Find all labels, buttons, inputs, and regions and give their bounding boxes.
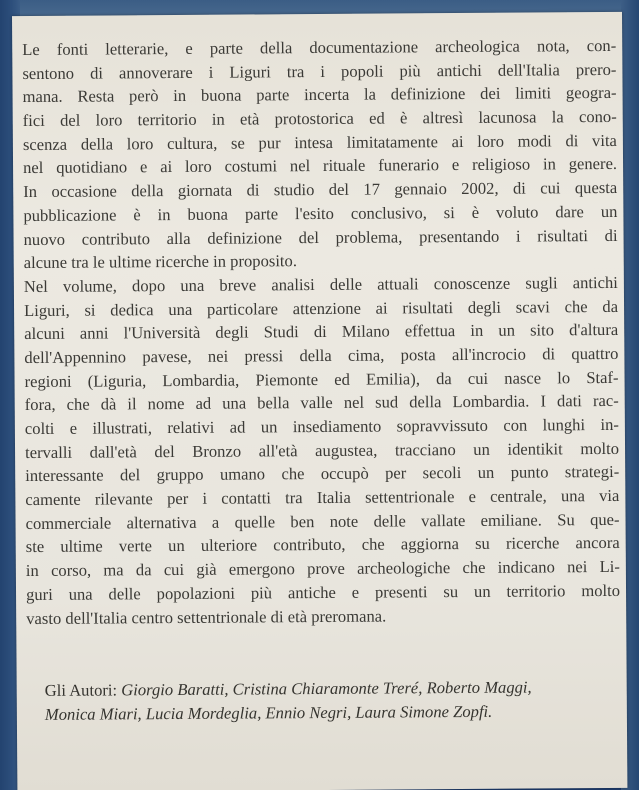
text-line: alcune tra le ultime ricerche in proposito. xyxy=(23,251,298,273)
text-line: regioni (Liguria, Lombardia, Piemonte ed Emilia), da cui nasce lo Staf- xyxy=(24,367,619,391)
text-line: commerciale alternativa a quelle ben note delle vallate emiliane. Su que- xyxy=(25,509,620,533)
text-line: in corso, ma da cui già emergono prove archeologiche che indicano nei Li- xyxy=(25,557,620,581)
authors-line-1 xyxy=(45,675,605,703)
text-line: scenza della loro cultura, se pur intesa limitatamente ai loro modi di vita xyxy=(22,130,617,154)
text-line: mana. Resta però in buona parte incerta la definizione dei limiti geogra- xyxy=(22,83,617,107)
text-line: In occasione della giornata di studio del 17 gennaio 2002, di cui questa xyxy=(23,178,618,202)
text-line: colti e illustrati, relativi ad un insediamento sopravvissuto con lunghi in- xyxy=(24,414,619,439)
text-line: dell'Appennino pavese, nei pressi della cima, posta all'incrocio di quattro xyxy=(24,343,619,367)
authors-names-1: Giorgio Baratti, Cristina Chiaramonte Treré, Roberto Maggi, xyxy=(121,677,532,700)
text-line: tervalli dall'età del Bronzo all'età augustea, tracciano un identikit molto xyxy=(24,438,620,462)
authors-label: Gli Autori: xyxy=(44,680,118,700)
back-cover-page xyxy=(12,12,627,790)
text-line: alcuni anni l'Università degli Studi di Milano effettua in un sito d'altura xyxy=(24,320,619,344)
text-line: pubblicazione è in buona parte l'esito conclusivo, si è voluto dare un xyxy=(23,201,618,225)
authors-names-2: Monica Miari, Lucia Mordeglia, Ennio Negri, Laura Simone Zopfi. xyxy=(44,701,493,724)
text-line: ste ultime verte un ulteriore contributo, che aggiorna su ricerche ancora xyxy=(25,533,620,557)
blurb-text xyxy=(22,34,620,630)
text-line: Le fonti letterarie, e parte della documentazione archeologica nota, con- xyxy=(22,35,617,60)
authors-line-2 xyxy=(45,699,605,727)
text-line: fora, che dà il nome ad una bella valle nel sud della Lombardia. I dati rac- xyxy=(24,391,619,415)
text-line: interessante del gruppo umano che occupò per secoli un punto strategi- xyxy=(25,462,620,486)
text-line: fici del loro territorio in età protostorica ed è altresì lacunosa la cono- xyxy=(22,106,617,131)
text-line: nuovo contributo alla definizione del problema, presentando i risultati di xyxy=(23,225,618,249)
text-line: Liguri, si dedica una particolare attenzione ai risultati degli scavi che da xyxy=(23,296,619,320)
text-line: sentono di annoverare i Liguri tra i popoli più antichi dell'Italia prero- xyxy=(22,59,617,83)
text-line: Nel volume, dopo una breve analisi delle attuali conoscenze sugli antichi xyxy=(23,272,618,296)
authors-credit xyxy=(45,675,605,727)
paragraph-intro xyxy=(22,34,618,275)
text-line: vasto dell'Italia centro settentrionale di età preromana. xyxy=(26,606,387,628)
text-line: camente rilevante per i contatti tra Italia settentrionale e centrale, una via xyxy=(25,485,620,510)
paragraph-volume xyxy=(24,271,620,630)
text-line: guri una delle popolazioni più antiche e presenti su un territorio molto xyxy=(25,580,621,604)
text-line: nel quotidiano e ai loro costumi nel rituale funerario e religioso in genere. xyxy=(23,154,618,178)
